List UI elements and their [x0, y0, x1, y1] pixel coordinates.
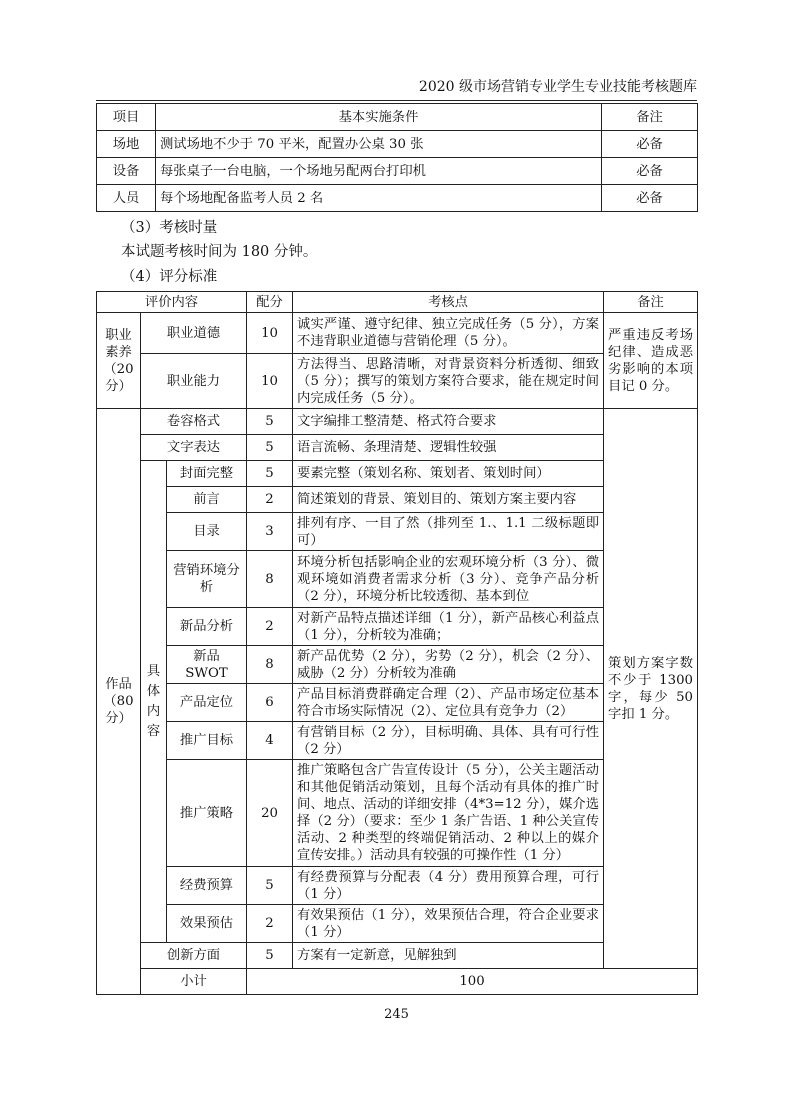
- header-cell: 配分: [247, 292, 293, 313]
- subtotal-value: 100: [247, 969, 698, 995]
- points-cell: 诚实严谨、遵守纪律、独立完成任务（5 分），方案不违背职业道德与营销伦理（5 分）。: [293, 313, 604, 354]
- section-heading: （3）考核时量: [121, 220, 218, 236]
- score-cell: 3: [247, 513, 293, 551]
- table-row: [97, 409, 698, 435]
- score-cell: 20: [247, 760, 293, 867]
- item-name: 文字表达: [141, 435, 247, 461]
- score-cell: 5: [247, 409, 293, 435]
- table-header-row: [97, 292, 698, 313]
- item-name: 推广策略: [167, 760, 247, 867]
- score-cell: 2: [247, 608, 293, 646]
- page-number: 245: [384, 1007, 409, 1022]
- points-cell: 简述策划的背景、策划目的、策划方案主要内容: [293, 487, 604, 513]
- points-cell: 推广策略包含广告宣传设计（5 分），公关主题活动和其他促销活动策划，且每个活动有具体的推广时间、地点、活动的详细安排（4*3=12 分），媒介选择（2 分）（要求：至少 1 条广告语、1 种公关宣传活动、2 种类型的终端促销活动、2 种以上的媒介宣传安排。）活动具有较强的可操作性（1 分）: [293, 760, 604, 867]
- item-name: 效果预估: [167, 905, 247, 943]
- header-cell: 备注: [602, 104, 698, 131]
- condition-cell: 测试场地不少于 70 平米，配置办公桌 30 张: [156, 131, 602, 158]
- points-cell: 新产品优势（2 分），劣势（2 分），机会（2 分）、威胁（2 分）分析较为准确: [293, 646, 604, 684]
- score-cell: 5: [247, 461, 293, 487]
- score-cell: 8: [247, 646, 293, 684]
- points-cell: 有效果预估（1 分），效果预估合理，符合企业要求（1 分）: [293, 905, 604, 943]
- table-row: [97, 158, 698, 185]
- points-cell: 有营销目标（2 分），目标明确、具体、具有可行性（2 分）: [293, 722, 604, 760]
- score-cell: 8: [247, 551, 293, 608]
- item-name: 经费预算: [167, 867, 247, 905]
- score-cell: 5: [247, 435, 293, 461]
- header-cell: 基本实施条件: [156, 104, 602, 131]
- points-cell: 要素完整（策划名称、策划者、策划时间）: [293, 461, 604, 487]
- score-cell: 2: [247, 487, 293, 513]
- item-cell: 场地: [97, 131, 156, 158]
- points-cell: 排列有序、一目了然（排列至 1.、1.1 二级标题即可）: [293, 513, 604, 551]
- score-cell: 5: [247, 943, 293, 969]
- header-cell: 项目: [97, 104, 156, 131]
- table-header-row: [97, 104, 698, 131]
- note-cell: 必备: [602, 185, 698, 212]
- page-header: 2020 级市场营销专业学生专业技能考核题库: [418, 79, 697, 95]
- item-name: 封面完整: [167, 461, 247, 487]
- note-cell: 严重违反考场纪律、造成恶劣影响的本项目记 0 分。: [604, 313, 698, 409]
- points-cell: 对新产品特点描述详细（1 分），新产品核心利益点（1 分），分析较为准确；: [293, 608, 604, 646]
- group-label-work: 作品（80 分）: [97, 409, 141, 995]
- item-name: 产品定位: [167, 684, 247, 722]
- paragraph: 本试题考核时间为 180 分钟。: [121, 244, 318, 260]
- score-cell: 5: [247, 867, 293, 905]
- table-row: [97, 313, 698, 354]
- points-cell: 语言流畅、条理清楚、逻辑性较强: [293, 435, 604, 461]
- sub-group-text: 具体内容: [146, 663, 161, 739]
- points-cell: 文字编排工整清楚、格式符合要求: [293, 409, 604, 435]
- item-name: 营销环境分析: [167, 551, 247, 608]
- item-name: 职业道德: [141, 313, 247, 354]
- score-cell: 2: [247, 905, 293, 943]
- points-cell: 方案有一定新意，见解独到: [293, 943, 604, 969]
- subtotal-row: [97, 969, 698, 995]
- condition-cell: 每张桌子一台电脑，一个场地另配两台打印机: [156, 158, 602, 185]
- item-name: 前言: [167, 487, 247, 513]
- item-name: 卷容格式: [141, 409, 247, 435]
- points-cell: 环境分析包括影响企业的宏观环境分析（3 分）、微观环境如消费者需求分析（3 分）、竞争产品分析（2 分），环境分析比较透彻、基本到位: [293, 551, 604, 608]
- group-label-professional: 职业素养（20 分）: [97, 313, 141, 409]
- header-cell: 评价内容: [97, 292, 247, 313]
- score-cell: 10: [247, 354, 293, 409]
- section-heading: （4）评分标准: [121, 269, 218, 285]
- table-row: [97, 185, 698, 212]
- points-cell: 有经费预算与分配表（4 分）费用预算合理，可行（1 分）: [293, 867, 604, 905]
- item-name: 新品 SWOT: [167, 646, 247, 684]
- sub-group-label: [141, 461, 167, 943]
- subtotal-label: 小计: [141, 969, 247, 995]
- note-cell: 策划方案字数不少于 1300 字，每少 50 字扣 1 分。: [604, 409, 698, 969]
- header-cell: 备注: [604, 292, 698, 313]
- header-rule: [96, 100, 697, 101]
- points-cell: 方法得当、思路清晰，对背景资料分析透彻、细致（5 分）；撰写的策划方案符合要求，能在规定时间内完成任务（5 分）。: [293, 354, 604, 409]
- item-name: 目录: [167, 513, 247, 551]
- item-name: 职业能力: [141, 354, 247, 409]
- score-cell: 4: [247, 722, 293, 760]
- item-cell: 设备: [97, 158, 156, 185]
- score-cell: 6: [247, 684, 293, 722]
- table-row: [97, 131, 698, 158]
- rubric-table: [96, 291, 698, 995]
- conditions-table: [96, 103, 698, 212]
- item-cell: 人员: [97, 185, 156, 212]
- header-cell: 考核点: [293, 292, 604, 313]
- score-cell: 10: [247, 313, 293, 354]
- points-cell: 产品目标消费群确定合理（2）、产品市场定位基本符合市场实际情况（2）、定位具有竞争力（2）: [293, 684, 604, 722]
- item-name: 新品分析: [167, 608, 247, 646]
- note-cell: 必备: [602, 131, 698, 158]
- item-name: 创新方面: [141, 943, 247, 969]
- note-cell: 必备: [602, 158, 698, 185]
- condition-cell: 每个场地配备监考人员 2 名: [156, 185, 602, 212]
- item-name: 推广目标: [167, 722, 247, 760]
